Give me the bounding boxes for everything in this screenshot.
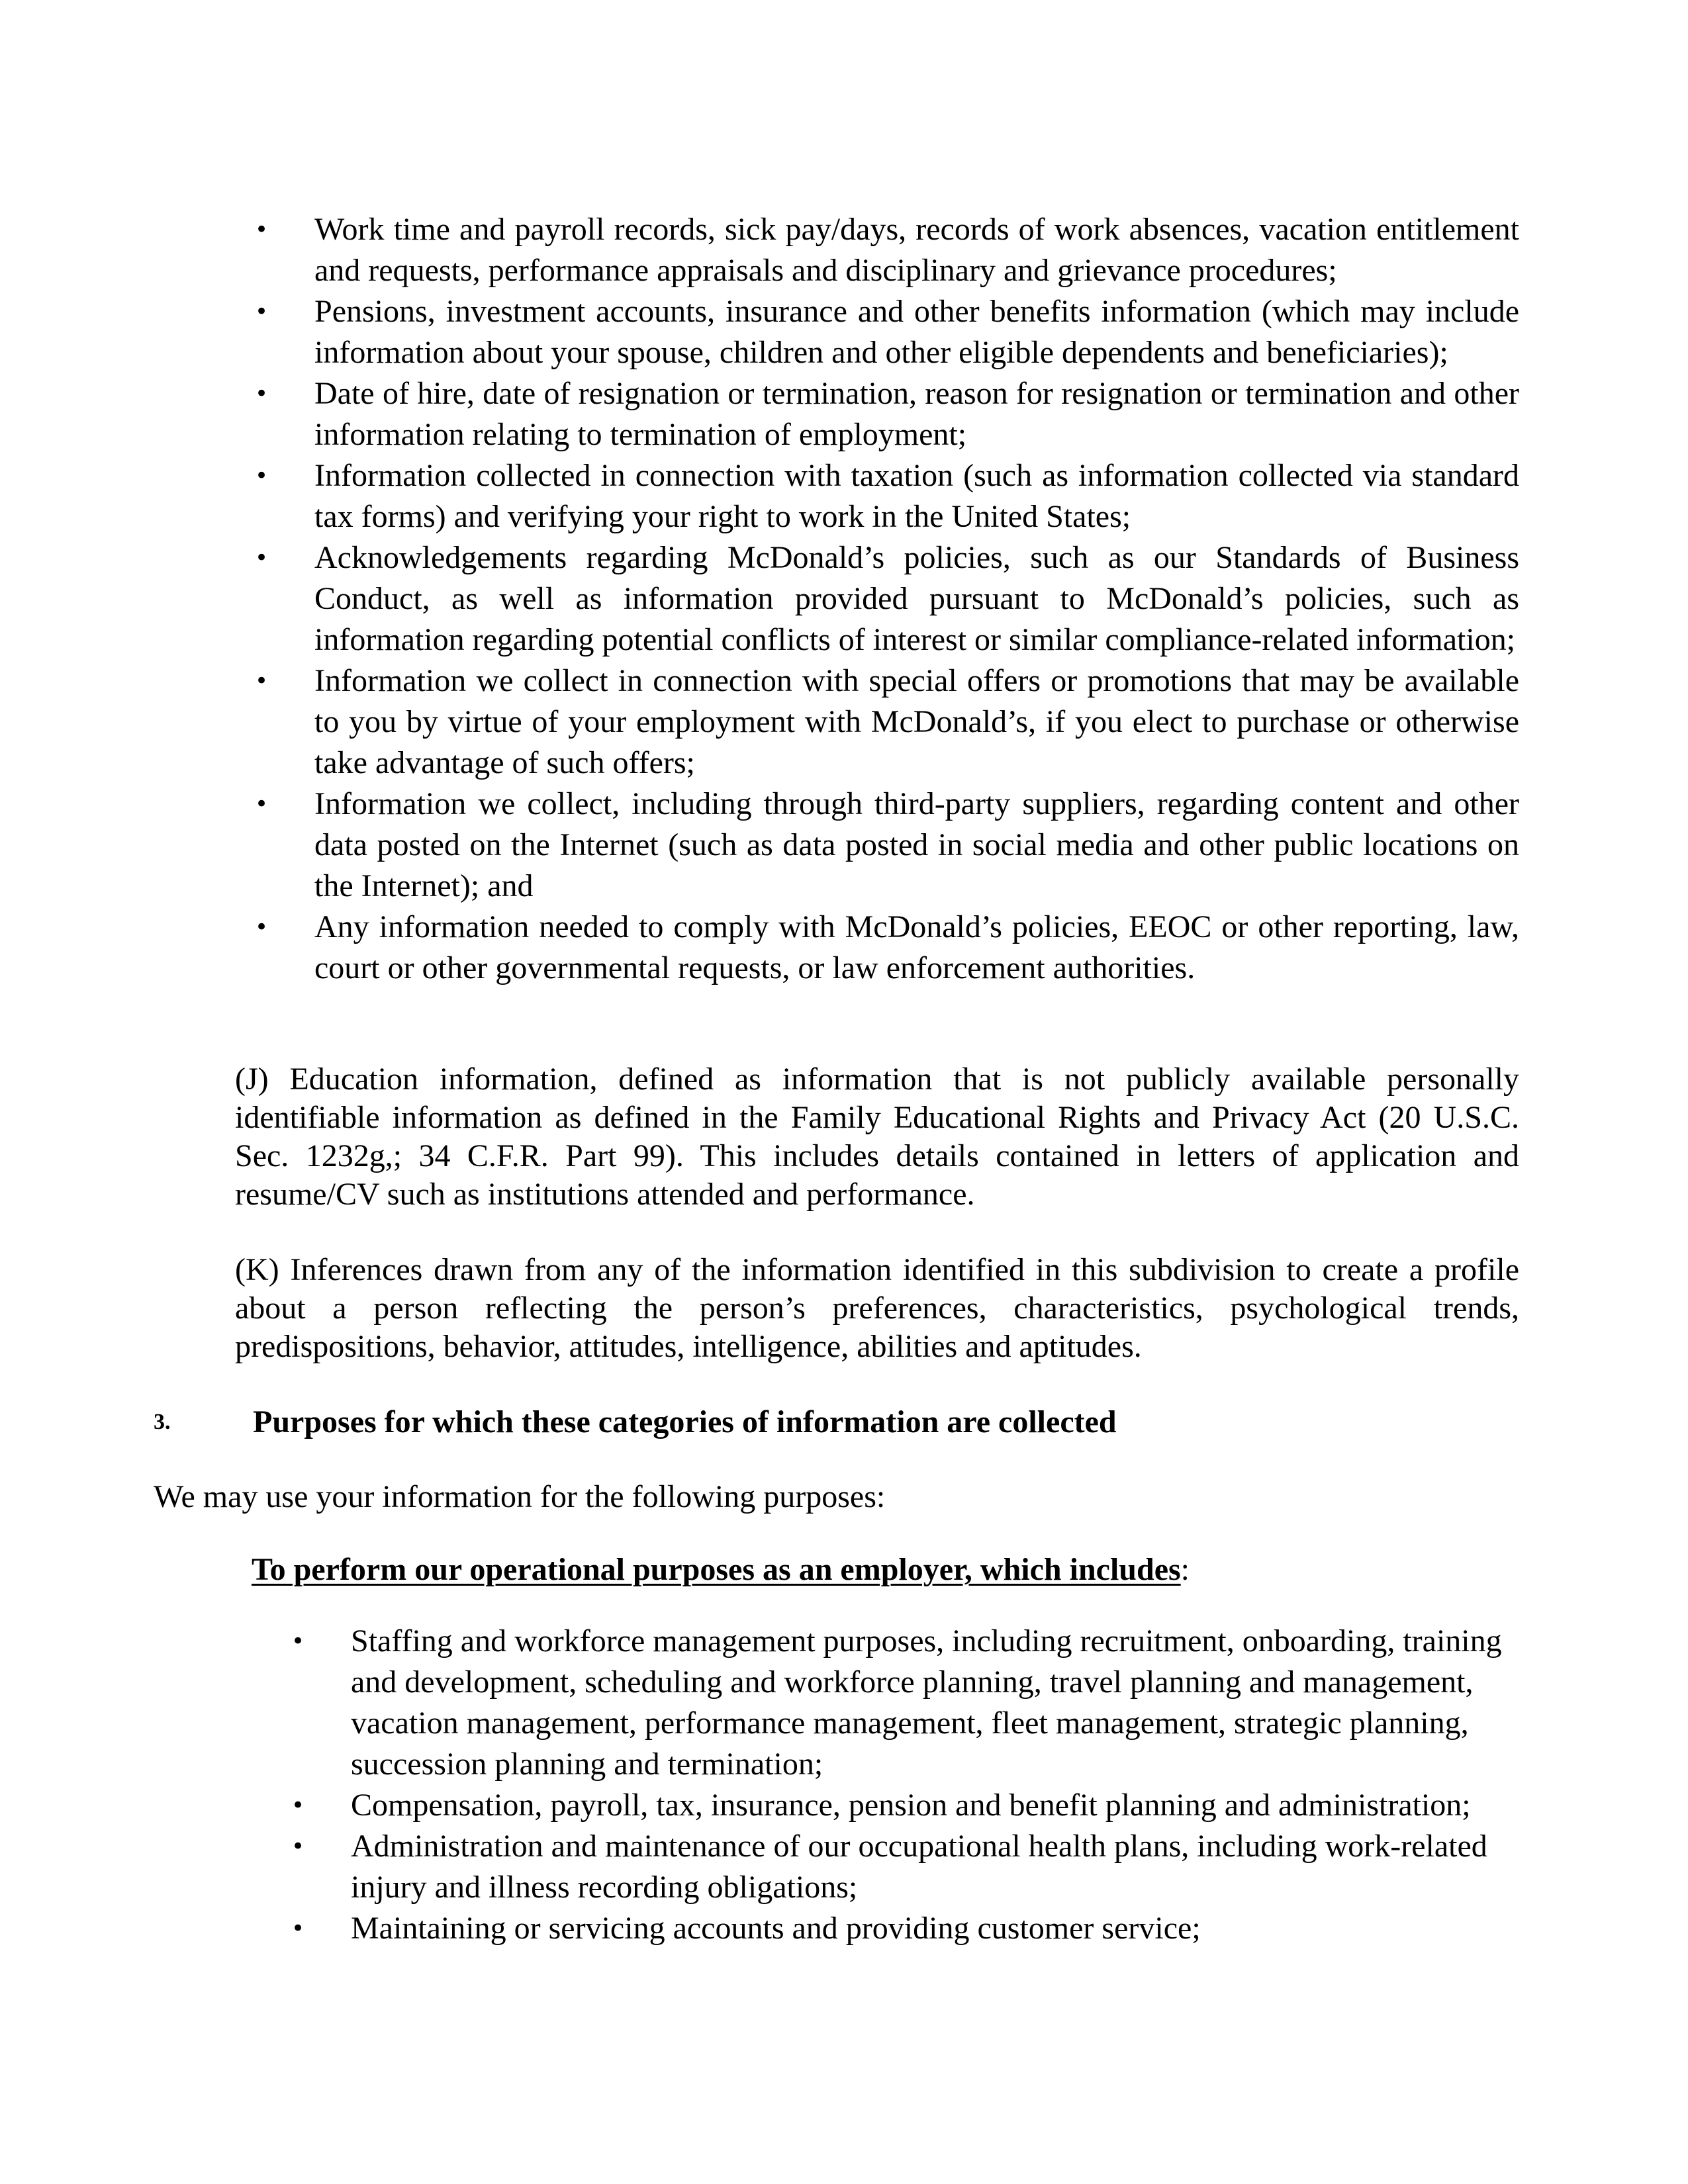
list-item: [235, 907, 1519, 989]
list-item-text: Any information needed to comply with McDonald’s policies, EEOC or other reporting, law, court or other governmental requests, or law enforcement authorities.: [314, 909, 1519, 985]
list-item: [235, 209, 1519, 291]
inferences-paragraph: (K) Inferences drawn from any of the information identified in this subdivision to create a profile about a person reflecting the person’s preferences, characteristics, psychological trends, predispositions, behavior, attitudes, intelligence, abilities and aptitudes.: [235, 1252, 1519, 1364]
bullet-icon: •: [291, 1628, 305, 1655]
subheading-colon: :: [1180, 1552, 1190, 1587]
bullet-icon: •: [255, 298, 269, 325]
list-item: [235, 537, 1519, 660]
list-item-text: Pensions, investment accounts, insurance and other benefits information (which may include information about your spouse, children and other eligible dependents and beneficiaries);: [314, 294, 1519, 370]
list-item-text: Information we collect, including through third-party suppliers, regarding content and other data posted on the Internet (such as data posted in social media and other public locations on the Internet); and: [314, 786, 1519, 903]
purposes-bullet-list: [271, 1621, 1529, 1949]
section-title: Purposes for which these categories of information are collected: [253, 1404, 1117, 1439]
list-item: [235, 455, 1519, 537]
bullet-icon: •: [255, 545, 269, 571]
list-item-text: Acknowledgements regarding McDonald’s policies, such as our Standards of Business Conduct, as well as information provided pursuant to McDonald’s policies, such as information regarding potential conflicts of interest or similar compliance-related information;: [314, 540, 1519, 657]
bullet-icon: •: [255, 791, 269, 817]
bullet-icon: •: [255, 381, 269, 407]
section-number: 3.: [154, 1410, 171, 1434]
list-item: [271, 1621, 1529, 1785]
list-item: [271, 1826, 1529, 1908]
bullet-icon: •: [255, 463, 269, 489]
bullet-icon: •: [291, 1833, 305, 1860]
list-item: [235, 373, 1519, 455]
list-item-text: Work time and payroll records, sick pay/days, records of work absences, vacation entitlement and requests, performance appraisals and disciplinary and grievance procedures;: [314, 212, 1519, 288]
top-bullet-list: [235, 209, 1519, 989]
list-item-text: Staffing and workforce management purposes, including recruitment, onboarding, training and development, scheduling and workforce planning, travel planning and management, vacation management, performance management, fleet management, strategic planning, succession planning and termination;: [351, 1623, 1502, 1782]
list-item-text: Information collected in connection with taxation (such as information collected via standard tax forms) and verifying your right to work in the United States;: [314, 458, 1519, 534]
bullet-icon: •: [255, 216, 269, 243]
list-item-text: Compensation, payroll, tax, insurance, pension and benefit planning and administration;: [351, 1788, 1471, 1823]
list-item-text: Information we collect in connection with special offers or promotions that may be available to you by virtue of your employment with McDonald’s, if you elect to purchase or otherwise take advantage of such offers;: [314, 663, 1519, 780]
operational-purposes-subheading: [252, 1549, 1190, 1590]
subheading-text: To perform our operational purposes as an employer, which includes: [252, 1552, 1181, 1587]
bullet-icon: •: [255, 914, 269, 940]
list-item: [271, 1908, 1529, 1949]
education-information-paragraph: (J) Education information, defined as information that is not publicly available personally identifiable information as defined in the Family Educational Rights and Privacy Act (20 U.S.C. Sec. 1232g,; 34 C.F.R. Part 99). This includes details contained in letters of application and resume/CV such as institutions attended and performance.: [235, 1062, 1519, 1212]
list-item: [235, 291, 1519, 373]
bullet-icon: •: [291, 1915, 305, 1942]
list-item-text: Administration and maintenance of our occupational health plans, including work-related injury and illness recording obligations;: [351, 1829, 1487, 1905]
bullet-icon: •: [291, 1792, 305, 1819]
list-item: [271, 1785, 1529, 1826]
purposes-intro: We may use your information for the following purposes:: [154, 1479, 886, 1514]
list-item: [235, 784, 1519, 907]
list-item: [235, 660, 1519, 784]
list-item-text: Date of hire, date of resignation or termination, reason for resignation or termination and other information relating to termination of employment;: [314, 376, 1519, 452]
bullet-icon: •: [255, 668, 269, 694]
list-item-text: Maintaining or servicing accounts and providing customer service;: [351, 1911, 1201, 1946]
